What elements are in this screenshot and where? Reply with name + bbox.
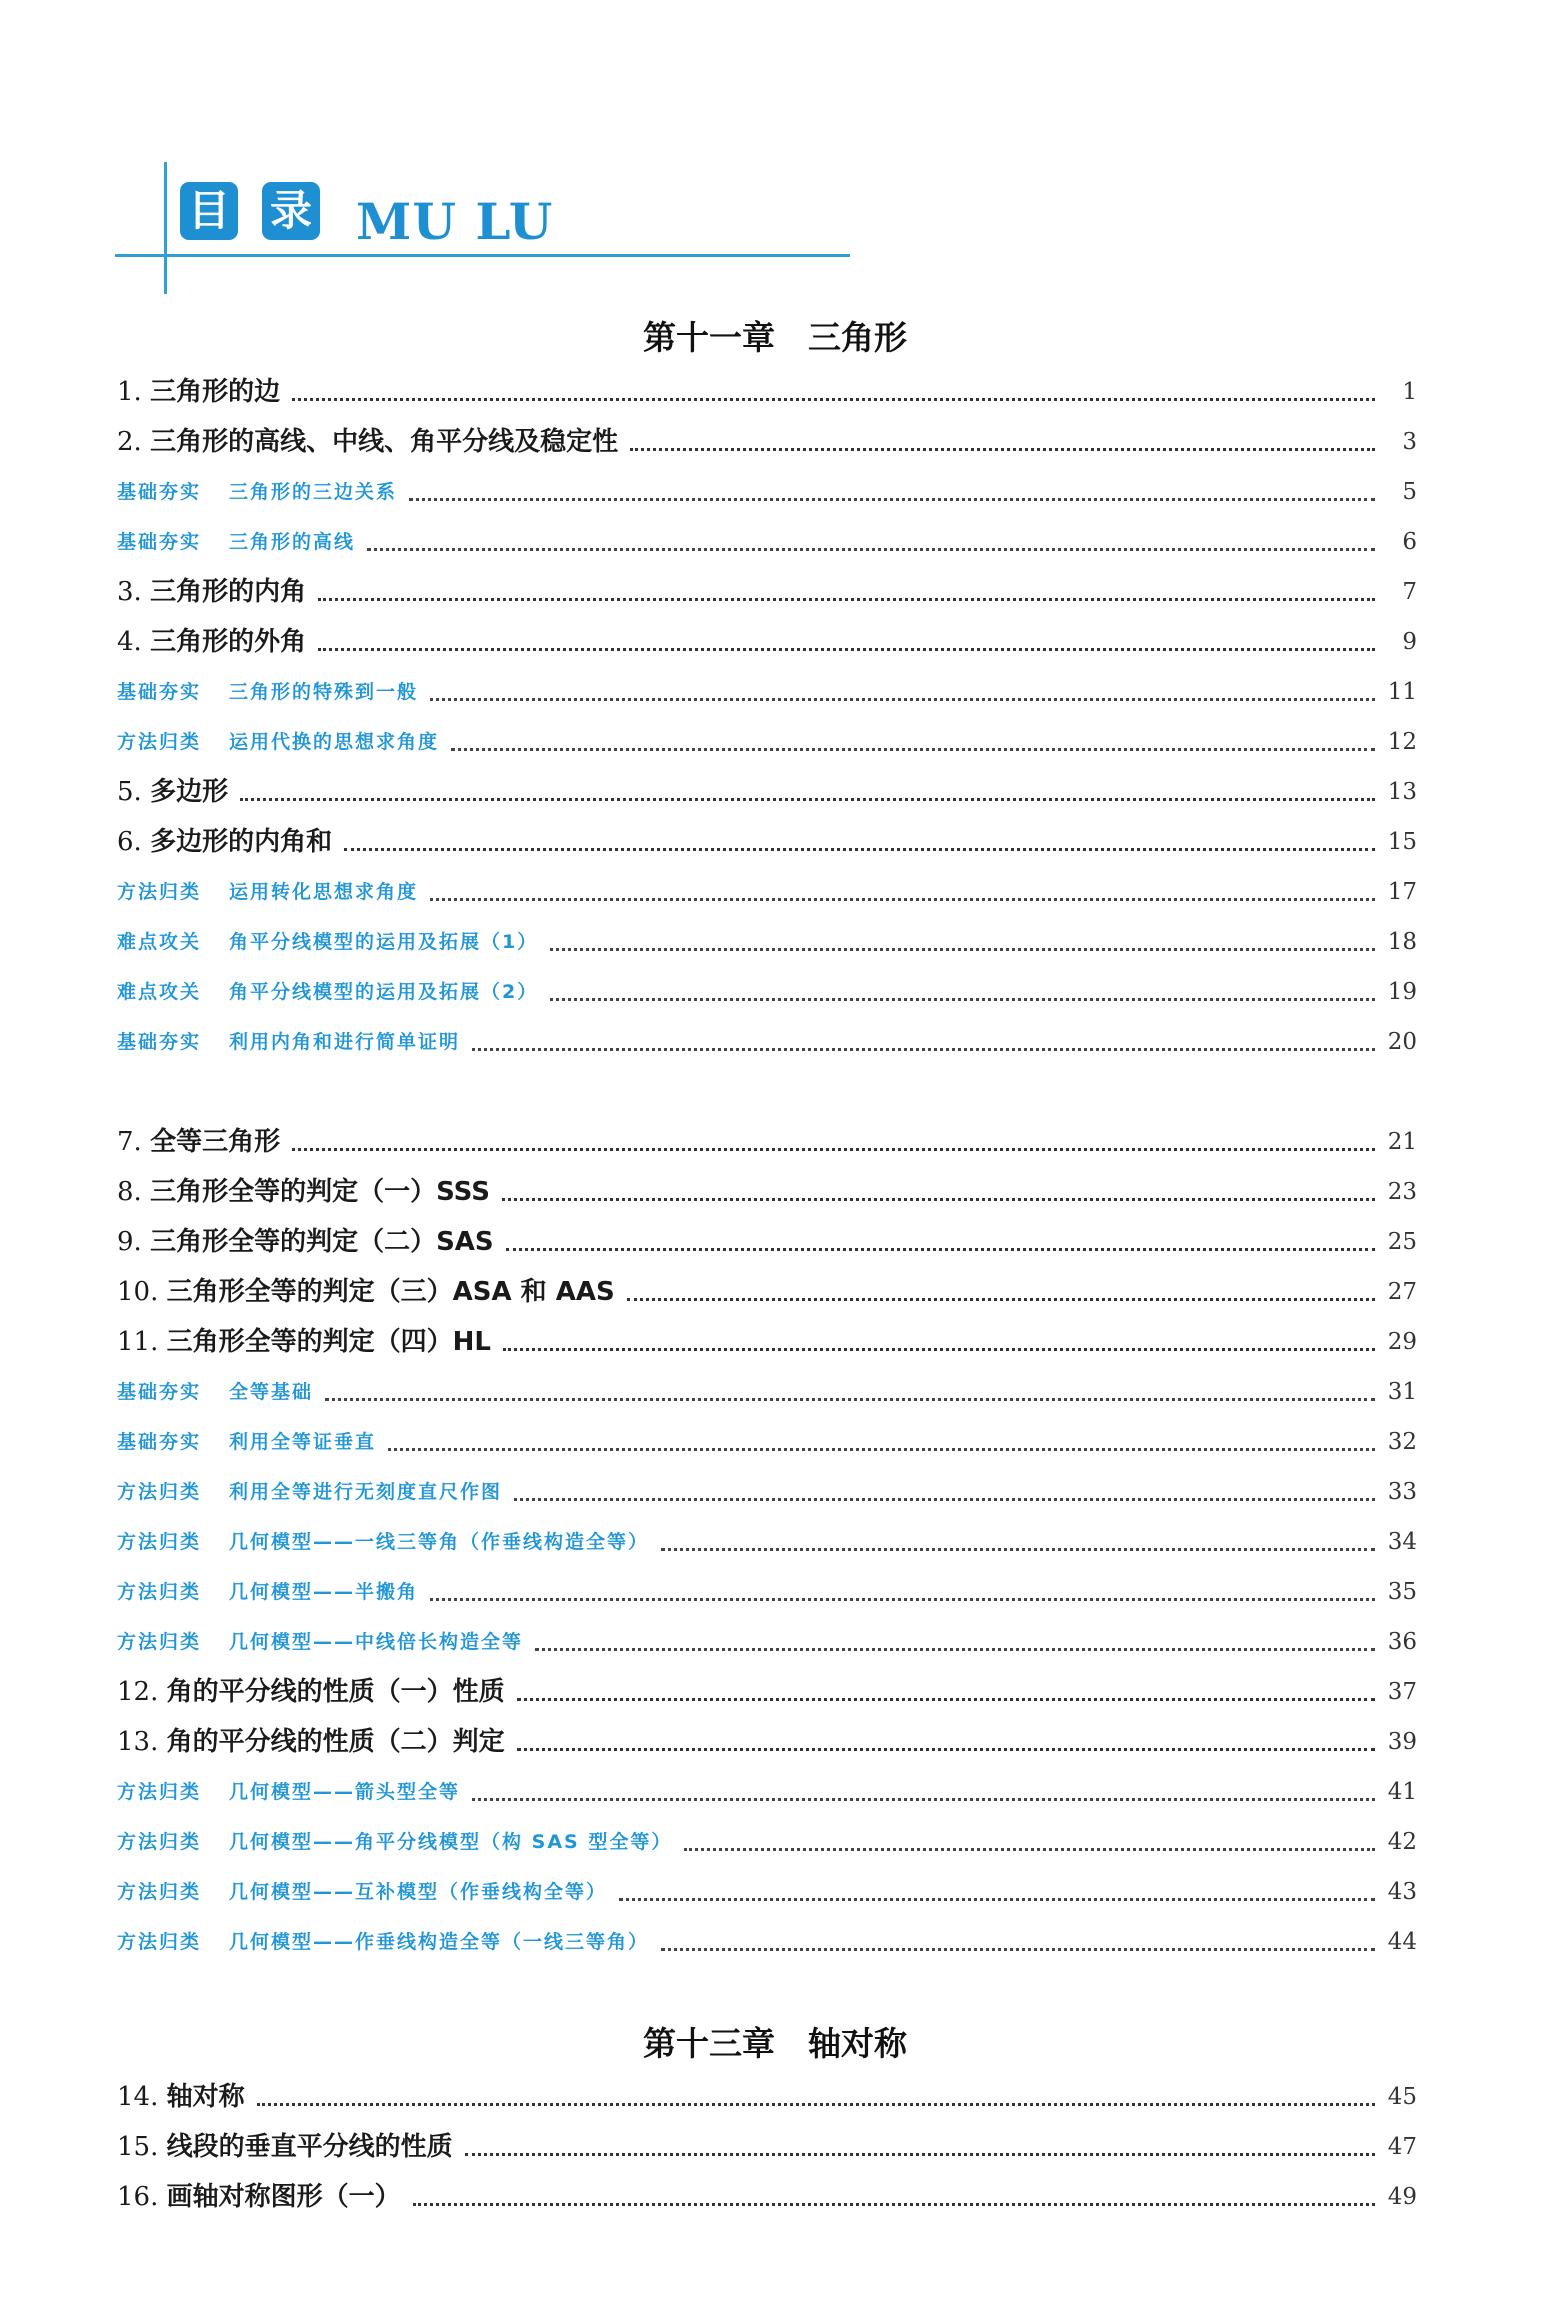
- page-number: 25: [1387, 1229, 1417, 1255]
- entry-title: 几何模型——中线倍长构造全等: [229, 1631, 524, 1653]
- page-number: 1: [1402, 379, 1417, 405]
- leader-dots: [344, 848, 1375, 851]
- entry-title: 多边形: [150, 777, 229, 807]
- entry-title: 画轴对称图形（一）: [166, 2182, 401, 2212]
- page-number: 49: [1387, 2184, 1417, 2210]
- entry-number: 11.: [117, 1327, 159, 1357]
- leader-dots: [503, 1348, 1375, 1351]
- page-number: 32: [1387, 1429, 1417, 1455]
- category-label: 方法归类: [117, 1531, 202, 1553]
- entry-number: 9.: [117, 1227, 142, 1257]
- entry-title: 几何模型——半搬角: [229, 1581, 419, 1603]
- entry-title: 三角形全等的判定（二）SAS: [150, 1227, 494, 1257]
- toc-entry[interactable]: [117, 1218, 1417, 1258]
- leader-dots: [388, 1448, 1375, 1451]
- page-number: 7: [1402, 579, 1417, 605]
- entry-title: 运用转化思想求角度: [229, 881, 419, 903]
- entry-title: 几何模型——互补模型（作垂线构全等）: [229, 1881, 608, 1903]
- entry-title: 三角形的内角: [150, 577, 307, 607]
- leader-dots: [240, 798, 1375, 801]
- entry-title: 三角形全等的判定（四）HL: [166, 1327, 491, 1357]
- leader-dots: [451, 748, 1375, 751]
- page-number: 45: [1387, 2084, 1417, 2110]
- entry-number: 1.: [117, 377, 142, 407]
- category-label: 基础夯实: [117, 1031, 202, 1053]
- page-number: 35: [1387, 1579, 1417, 1605]
- category-label: 基础夯实: [117, 481, 202, 503]
- leader-dots: [292, 1148, 1375, 1151]
- leader-dots: [535, 1648, 1375, 1651]
- category-label: 方法归类: [117, 1781, 202, 1803]
- entry-title: 全等基础: [229, 1381, 314, 1403]
- title-box-mu: 目: [180, 182, 238, 240]
- page-number: 29: [1387, 1329, 1417, 1355]
- toc-subentry[interactable]: [117, 1768, 1417, 1808]
- entry-title: 运用代换的思想求角度: [229, 731, 440, 753]
- entry-title: 三角形全等的判定（一）SSS: [150, 1177, 490, 1207]
- toc-entry[interactable]: [117, 418, 1417, 458]
- header-rule-vertical: [164, 162, 167, 294]
- page-number: 43: [1387, 1879, 1417, 1905]
- category-label: 方法归类: [117, 1581, 202, 1603]
- leader-dots: [430, 1598, 1375, 1601]
- page-number: 33: [1387, 1479, 1417, 1505]
- entry-title: 三角形的高线、中线、角平分线及稳定性: [150, 427, 619, 457]
- category-label: 基础夯实: [117, 1431, 202, 1453]
- page-header: [0, 0, 1550, 300]
- entry-number: 14.: [117, 2082, 159, 2112]
- toc-subentry[interactable]: [117, 1468, 1417, 1508]
- toc-subentry[interactable]: [117, 1918, 1417, 1958]
- toc-subentry[interactable]: [117, 1868, 1417, 1908]
- entry-number: 16.: [117, 2182, 159, 2212]
- entry-title: 几何模型——箭头型全等: [229, 1781, 461, 1803]
- leader-dots: [318, 648, 1375, 651]
- entry-title: 三角形的外角: [150, 627, 307, 657]
- page-number: 6: [1402, 529, 1417, 555]
- toc-subentry[interactable]: [117, 1018, 1417, 1058]
- page-number: 39: [1387, 1729, 1417, 1755]
- leader-dots: [409, 498, 1375, 501]
- category-label: 难点攻关: [117, 931, 202, 953]
- page-number: 34: [1387, 1529, 1417, 1555]
- page-number: 19: [1387, 979, 1417, 1005]
- leader-dots: [472, 1048, 1375, 1051]
- page-number: 41: [1387, 1779, 1417, 1805]
- page-number: 5: [1402, 479, 1417, 505]
- leader-dots: [684, 1848, 1375, 1851]
- toc-entry[interactable]: [117, 1318, 1417, 1358]
- toc-entry[interactable]: [117, 568, 1417, 608]
- entry-number: 8.: [117, 1177, 142, 1207]
- chapter-title-11: 第十一章 三角形: [643, 318, 907, 357]
- page-number: 44: [1387, 1929, 1417, 1955]
- entry-title: 线段的垂直平分线的性质: [166, 2132, 453, 2162]
- entry-title: 多边形的内角和: [150, 827, 333, 857]
- entry-title: 几何模型——一线三等角（作垂线构造全等）: [229, 1531, 650, 1553]
- entry-number: 5.: [117, 777, 142, 807]
- toc-subentry[interactable]: [117, 1418, 1417, 1458]
- toc-entry[interactable]: [117, 2123, 1417, 2163]
- page-number: 18: [1387, 929, 1417, 955]
- toc-subentry[interactable]: [117, 1618, 1417, 1658]
- toc-entry[interactable]: [117, 1718, 1417, 1758]
- leader-dots: [465, 2153, 1375, 2156]
- page-number: 15: [1387, 829, 1417, 855]
- page-number: 27: [1387, 1279, 1417, 1305]
- entry-title: 三角形全等的判定（三）ASA 和 AAS: [166, 1277, 615, 1307]
- category-label: 方法归类: [117, 1931, 202, 1953]
- toc-subentry[interactable]: [117, 868, 1417, 908]
- entry-number: 2.: [117, 427, 142, 457]
- leader-dots: [430, 698, 1375, 701]
- category-label: 基础夯实: [117, 531, 202, 553]
- entry-number: 7.: [117, 1127, 142, 1157]
- page-number: 11: [1387, 679, 1417, 705]
- toc-entry[interactable]: [117, 618, 1417, 658]
- toc-entry[interactable]: [117, 1668, 1417, 1708]
- category-label: 方法归类: [117, 1481, 202, 1503]
- entry-title: 利用全等证垂直: [229, 1431, 377, 1453]
- leader-dots: [367, 548, 1375, 551]
- toc-entry[interactable]: [117, 1268, 1417, 1308]
- toc-subentry[interactable]: [117, 918, 1417, 958]
- category-label: 基础夯实: [117, 1381, 202, 1403]
- entry-title: 几何模型——作垂线构造全等（一线三等角）: [229, 1931, 650, 1953]
- page-number: 13: [1387, 779, 1417, 805]
- leader-dots: [502, 1198, 1375, 1201]
- leader-dots: [517, 1748, 1375, 1751]
- chapter-title-13: 第十三章 轴对称: [643, 2024, 907, 2063]
- category-label: 方法归类: [117, 1831, 202, 1853]
- leader-dots: [661, 1948, 1375, 1951]
- leader-dots: [325, 1398, 1375, 1401]
- page-number: 23: [1387, 1179, 1417, 1205]
- category-label: 难点攻关: [117, 981, 202, 1003]
- title-latin: MU LU: [356, 192, 554, 251]
- entry-title: 利用全等进行无刻度直尺作图: [229, 1481, 503, 1503]
- entry-title: 轴对称: [166, 2082, 245, 2112]
- toc-subentry[interactable]: [117, 718, 1417, 758]
- toc-subentry[interactable]: [117, 468, 1417, 508]
- leader-dots: [292, 398, 1375, 401]
- entry-title: 角平分线模型的运用及拓展（2）: [229, 981, 539, 1003]
- page-number: 47: [1387, 2134, 1417, 2160]
- category-label: 方法归类: [117, 1881, 202, 1903]
- entry-title: 三角形的三边关系: [229, 481, 398, 503]
- toc-entry[interactable]: [117, 768, 1417, 808]
- entry-number: 15.: [117, 2132, 159, 2162]
- toc-subentry[interactable]: [117, 1518, 1417, 1558]
- entry-title: 利用内角和进行简单证明: [229, 1031, 461, 1053]
- leader-dots: [430, 898, 1375, 901]
- toc-subentry[interactable]: [117, 518, 1417, 558]
- toc-subentry[interactable]: [117, 1368, 1417, 1408]
- page-number: 31: [1387, 1379, 1417, 1405]
- title-box-lu: 录: [262, 182, 320, 240]
- page-number: 37: [1387, 1679, 1417, 1705]
- entry-title: 三角形的高线: [229, 531, 356, 553]
- toc-subentry[interactable]: [117, 968, 1417, 1008]
- page-number: 36: [1387, 1629, 1417, 1655]
- entry-title: 全等三角形: [150, 1127, 281, 1157]
- page-number: 12: [1387, 729, 1417, 755]
- leader-dots: [550, 998, 1375, 1001]
- leader-dots: [619, 1898, 1375, 1901]
- category-label: 方法归类: [117, 881, 202, 903]
- toc-entry[interactable]: [117, 2173, 1417, 2213]
- toc-entry[interactable]: [117, 368, 1417, 408]
- category-label: 方法归类: [117, 731, 202, 753]
- toc-entry[interactable]: [117, 1168, 1417, 1208]
- entry-title: 几何模型——角平分线模型（构 SAS 型全等）: [229, 1831, 673, 1853]
- page-number: 17: [1387, 879, 1417, 905]
- toc-entry[interactable]: [117, 818, 1417, 858]
- leader-dots: [630, 448, 1375, 451]
- entry-number: 3.: [117, 577, 142, 607]
- toc-entry[interactable]: [117, 2073, 1417, 2113]
- page-number: 20: [1387, 1029, 1417, 1055]
- leader-dots: [506, 1248, 1375, 1251]
- leader-dots: [413, 2203, 1375, 2206]
- category-label: 方法归类: [117, 1631, 202, 1653]
- entry-number: 10.: [117, 1277, 159, 1307]
- page-number: 42: [1387, 1829, 1417, 1855]
- entry-title: 角的平分线的性质（二）判定: [166, 1727, 505, 1757]
- leader-dots: [257, 2103, 1375, 2106]
- entry-number: 12.: [117, 1677, 159, 1707]
- toc-subentry[interactable]: [117, 668, 1417, 708]
- category-label: 基础夯实: [117, 681, 202, 703]
- entry-title: 角平分线模型的运用及拓展（1）: [229, 931, 539, 953]
- entry-number: 13.: [117, 1727, 159, 1757]
- leader-dots: [472, 1798, 1375, 1801]
- leader-dots: [550, 948, 1375, 951]
- toc-subentry[interactable]: [117, 1568, 1417, 1608]
- leader-dots: [661, 1548, 1375, 1551]
- header-rule-horizontal: [115, 254, 850, 257]
- leader-dots: [627, 1298, 1375, 1301]
- leader-dots: [514, 1498, 1375, 1501]
- leader-dots: [517, 1698, 1375, 1701]
- entry-number: 4.: [117, 627, 142, 657]
- entry-title: 三角形的边: [150, 377, 281, 407]
- page-number: 3: [1402, 429, 1417, 455]
- entry-title: 角的平分线的性质（一）性质: [166, 1677, 505, 1707]
- entry-title: 三角形的特殊到一般: [229, 681, 419, 703]
- toc-entry[interactable]: [117, 1118, 1417, 1158]
- leader-dots: [318, 598, 1375, 601]
- page-number: 9: [1402, 629, 1417, 655]
- toc-subentry[interactable]: [117, 1818, 1417, 1858]
- entry-number: 6.: [117, 827, 142, 857]
- page-number: 21: [1387, 1129, 1417, 1155]
